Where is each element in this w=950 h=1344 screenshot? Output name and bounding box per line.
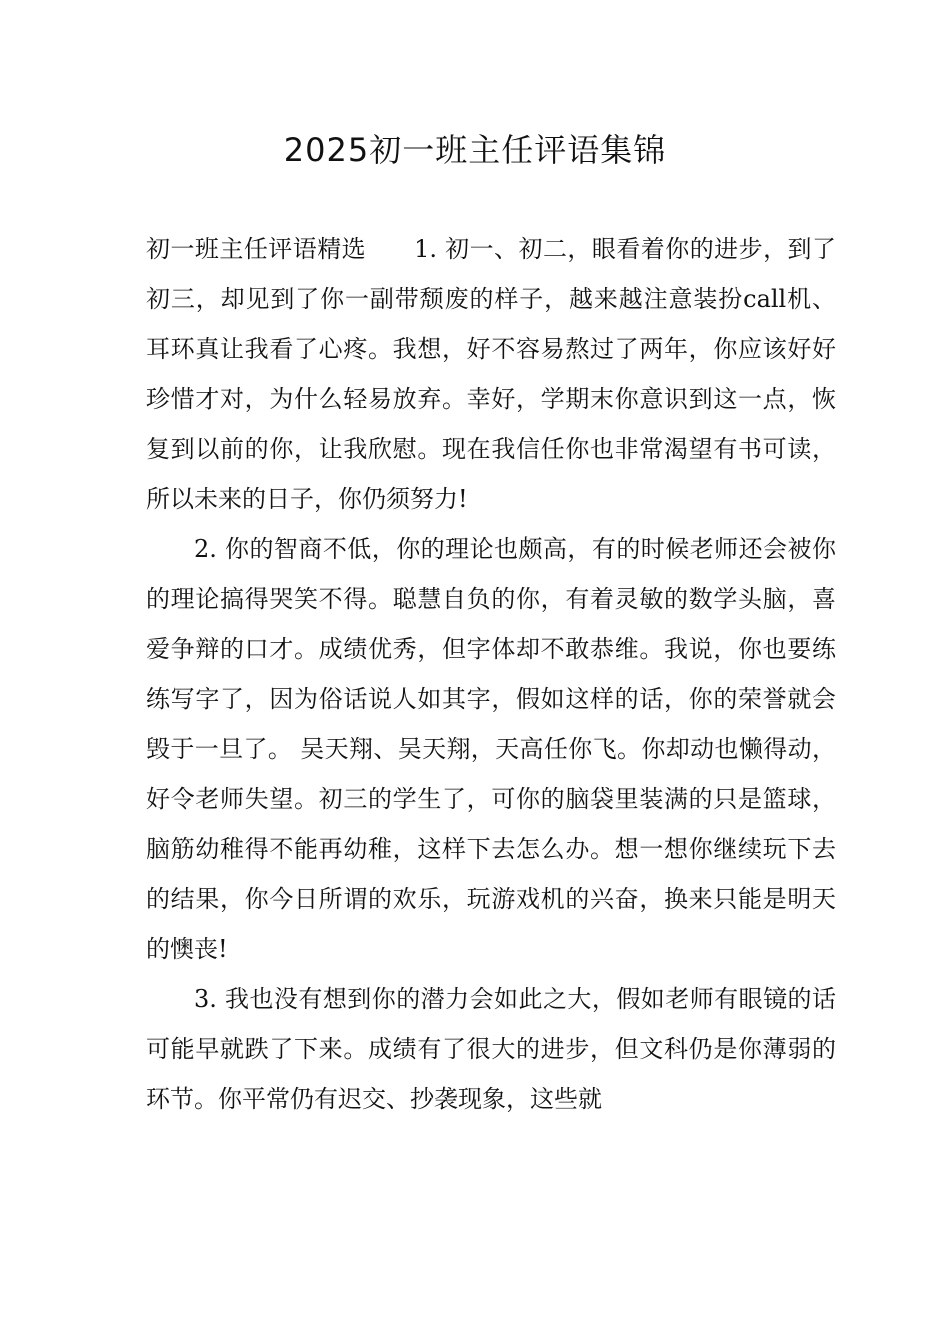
paragraph-3: 3. 我也没有想到你的潜力会如此之大，假如老师有眼镜的话可能早就跌了下来。成绩有了很大的进步，但文科仍是你薄弱的环节。你平常仍有迟交、抄袭现象，这些就 xyxy=(146,985,836,1113)
paragraph-1 xyxy=(146,224,836,524)
intro-label: 初一班主任评语精选 xyxy=(146,235,367,263)
paragraph-1-text: 1. 初一、初二，眼看着你的进步，到了初三，却见到了你一副带颓废的样子，越来越注意装扮call机、耳环真让我看了心疼。我想，好不容易熬过了两年，你应该好好珍惜才对，为什么轻易放弃。幸好，学期末你意识到这一点，恢复到以前的你，让我欣慰。现在我信任你也非常渴望有书可读，所以未来的日子，你仍须努力! xyxy=(146,235,837,513)
paragraph-2: 2. 你的智商不低，你的理论也颇高，有的时候老师还会被你的理论搞得哭笑不得。聪慧自负的你，有着灵敏的数学头脑，喜爱争辩的口才。成绩优秀，但字体却不敢恭维。我说，你也要练练写字了，因为俗话说人如其字，假如这样的话，你的荣誉就会毁于一旦了。 吴天翔、吴天翔，天高任你飞。你却动也懒得动，好令老师失望。初三的学生了，可你的脑袋里装满的只是篮球，脑筋幼稚得不能再幼稚，这样下去怎么办。想一想你继续玩下去的结果，你今日所谓的欢乐，玩游戏机的兴奋，换来只能是明天的懊丧! xyxy=(146,535,836,963)
document-title: 2025初一班主任评语集锦 xyxy=(283,131,667,169)
document-body xyxy=(146,224,836,1124)
